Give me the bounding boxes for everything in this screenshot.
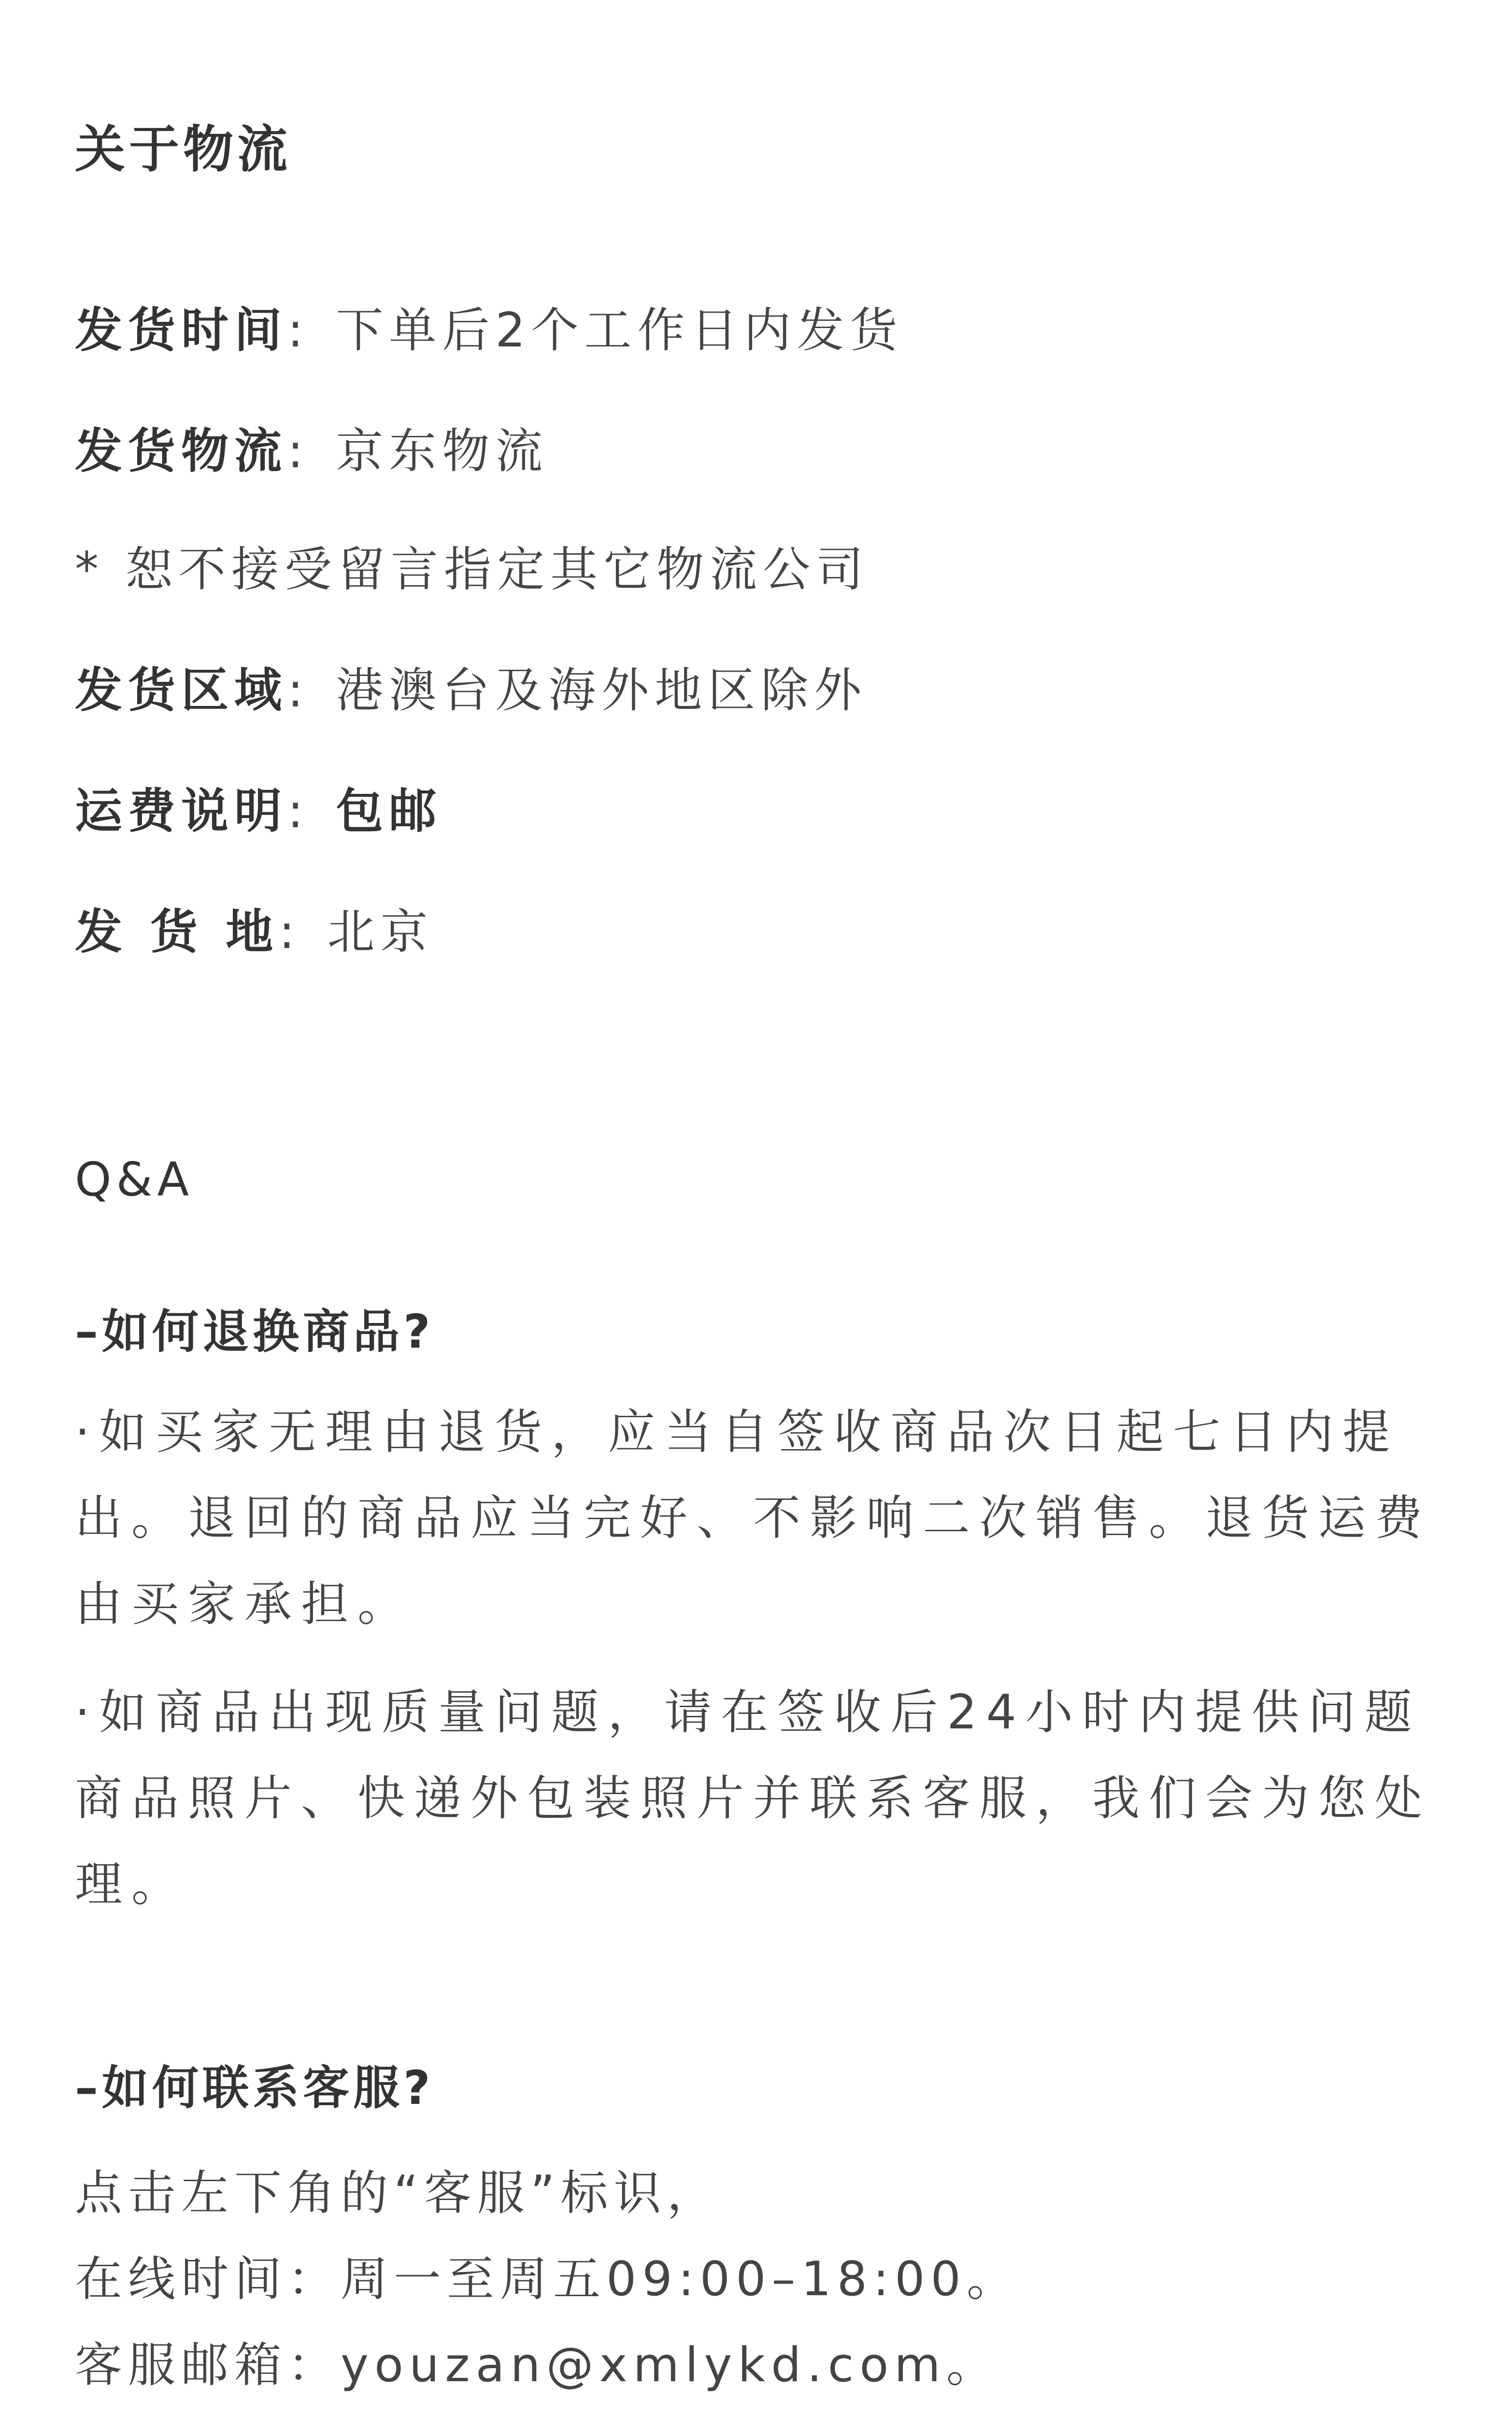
separator: : [287, 424, 310, 479]
qa-heading: Q&A [75, 1152, 194, 1207]
shipping-fee-label: 运费说明 [75, 784, 288, 839]
ship-region-value: 港澳台及海外地区除外 [336, 663, 868, 718]
text-line: 由买家承担。 [75, 1577, 414, 1632]
service-email-line: 客服邮箱：youzan@xmlykd.com。 [75, 2338, 999, 2393]
carrier-label: 发货物流 [75, 424, 288, 479]
text-line: 出。退回的商品应当完好、不影响二次销售。退货运费 [75, 1491, 1432, 1546]
ship-region-row [75, 652, 867, 720]
ship-region-label: 发货区域 [75, 663, 288, 718]
question-contact: –如何联系客服? [75, 2061, 434, 2115]
separator: : [287, 303, 310, 358]
logistics-title: 关于物流 [75, 120, 292, 179]
question-returns: –如何退换商品? [75, 1305, 434, 1359]
text-line: ·如买家无理由退货，应当自签收商品次日起七日内提 [75, 1405, 1399, 1460]
text-line: 理。 [75, 1857, 188, 1912]
carrier-note [75, 532, 869, 600]
shipping-fee-value: 包邮 [336, 784, 442, 839]
shipping-fee-row [75, 773, 442, 841]
service-hours-line: 在线时间：周一至周五09:00–18:00。 [75, 2252, 1020, 2307]
separator: : [287, 663, 310, 718]
carrier-row [75, 413, 548, 481]
ship-origin-row [75, 894, 433, 962]
separator: : [279, 905, 301, 960]
carrier-value: 京东物流 [336, 424, 549, 479]
ship-time-value: 下单后2个工作日内发货 [336, 303, 903, 358]
text-line: ·如商品出现质量问题，请在签收后24小时内提供问题 [75, 1685, 1421, 1740]
answer-contact [75, 2150, 1442, 2408]
ship-time-row [75, 292, 903, 360]
ship-origin-value: 北京 [327, 905, 434, 960]
ship-time-label: 发货时间 [75, 303, 288, 358]
text-line: 商品照片、快递外包装照片并联系客服，我们会为您处 [75, 1771, 1432, 1826]
text-line: 点击左下角的“客服”标识， [75, 2166, 720, 2221]
separator: : [287, 784, 310, 839]
answer-returns-paragraph-2 [75, 1669, 1442, 1927]
answer-returns-paragraph-1 [75, 1389, 1442, 1647]
ship-origin-label: 发 货 地 [75, 905, 279, 960]
carrier-note-text: * 恕不接受留言指定其它物流公司 [75, 542, 870, 597]
